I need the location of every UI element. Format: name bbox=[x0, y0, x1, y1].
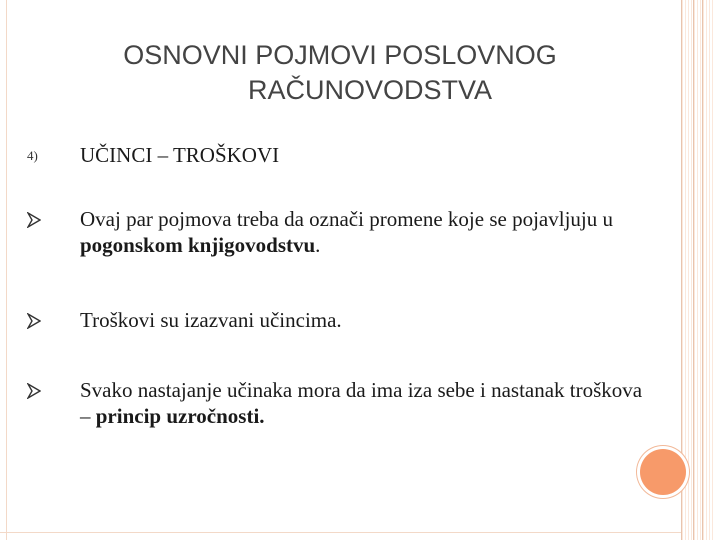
right-decorative-border bbox=[681, 0, 714, 540]
list-number-marker: 4) bbox=[27, 148, 38, 163]
list-item-bold-text: princip uzročnosti. bbox=[95, 404, 265, 428]
decorative-circle-icon bbox=[640, 449, 686, 495]
list-item-heading: UČINCI – TROŠKOVI bbox=[80, 143, 280, 167]
bottom-border-line bbox=[0, 532, 681, 533]
list-item-text: . bbox=[315, 233, 321, 257]
list-item bbox=[80, 377, 650, 429]
arrow-bullet-icon bbox=[27, 383, 41, 399]
left-border-line bbox=[6, 0, 7, 540]
list-item-text: Ovaj par pojmova treba da označi promene koje se pojavljuju u bbox=[80, 207, 613, 231]
arrow-bullet-icon bbox=[27, 313, 41, 329]
title-line-2: RAČUNOVODSTVA bbox=[247, 75, 493, 105]
list-item-text: Svako nastajanje učinaka mora da ima iza sebe i nastanak troškova – bbox=[80, 378, 643, 428]
list-item: Troškovi su izazvani učincima. bbox=[80, 308, 342, 332]
right-border-line bbox=[693, 0, 694, 540]
list-item-bold-text: pogonskom knjigovodstvu bbox=[80, 233, 316, 257]
slide-title bbox=[40, 38, 640, 108]
arrow-bullet-icon bbox=[27, 212, 41, 228]
right-border-line bbox=[702, 0, 703, 540]
title-line-1: OSNOVNI POJMOVI POSLOVNOG bbox=[123, 40, 557, 70]
list-item bbox=[80, 206, 650, 258]
